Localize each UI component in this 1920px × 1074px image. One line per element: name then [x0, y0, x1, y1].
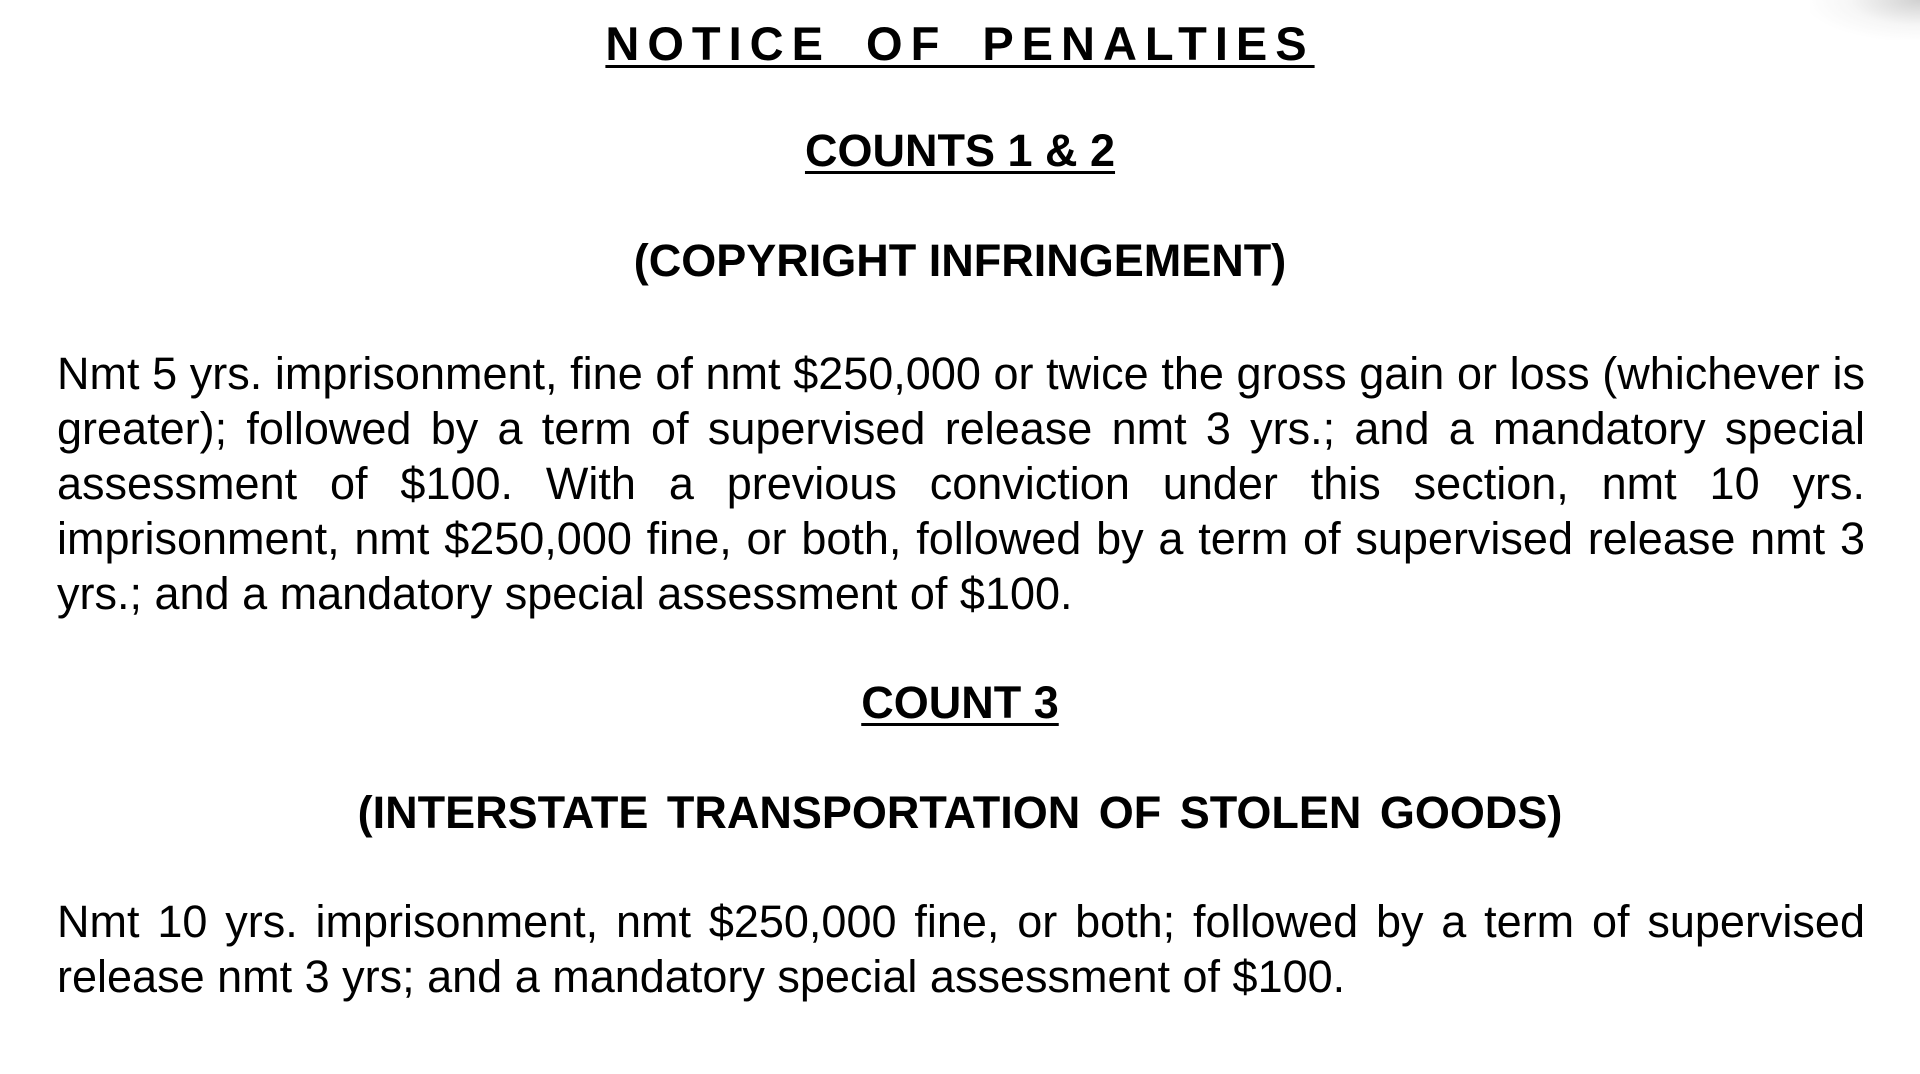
section-heading-text: COUNTS 1 & 2 [804, 125, 1116, 176]
section-heading-text: COUNT 3 [861, 677, 1059, 728]
section-subheading-copyright: (COPYRIGHT INFRINGEMENT) [633, 235, 1287, 286]
penalty-paragraph-count-3: Nmt 10 yrs. imprisonment, nmt $250,000 fine, or both; followed by a term of supervised release nmt 3 yrs; and a mandatory special assessment of $100. [57, 896, 1865, 1002]
penalty-paragraph-counts-1-2: Nmt 5 yrs. imprisonment, fine of nmt $250,000 or twice the gross gain or loss (whichever is greater); followed by a term of supervised release nmt 3 yrs.; and a mandatory special assessment of $100. With a previous conviction under this section, nmt 10 yrs. imprisonment, nmt $250,000 fine, or both, followed by a term of supervised release nmt 3 yrs.; and a mandatory special assessment of $100. [57, 348, 1865, 619]
document-title-text: NOTICE OF PENALTIES [605, 17, 1315, 70]
document-title [0, 16, 1920, 72]
section-heading-count-3 [0, 676, 1920, 730]
section-subheading-interstate: (INTERSTATE TRANSPORTATION OF STOLEN GOODS) [357, 787, 1563, 838]
section-heading-counts-1-2 [0, 124, 1920, 178]
